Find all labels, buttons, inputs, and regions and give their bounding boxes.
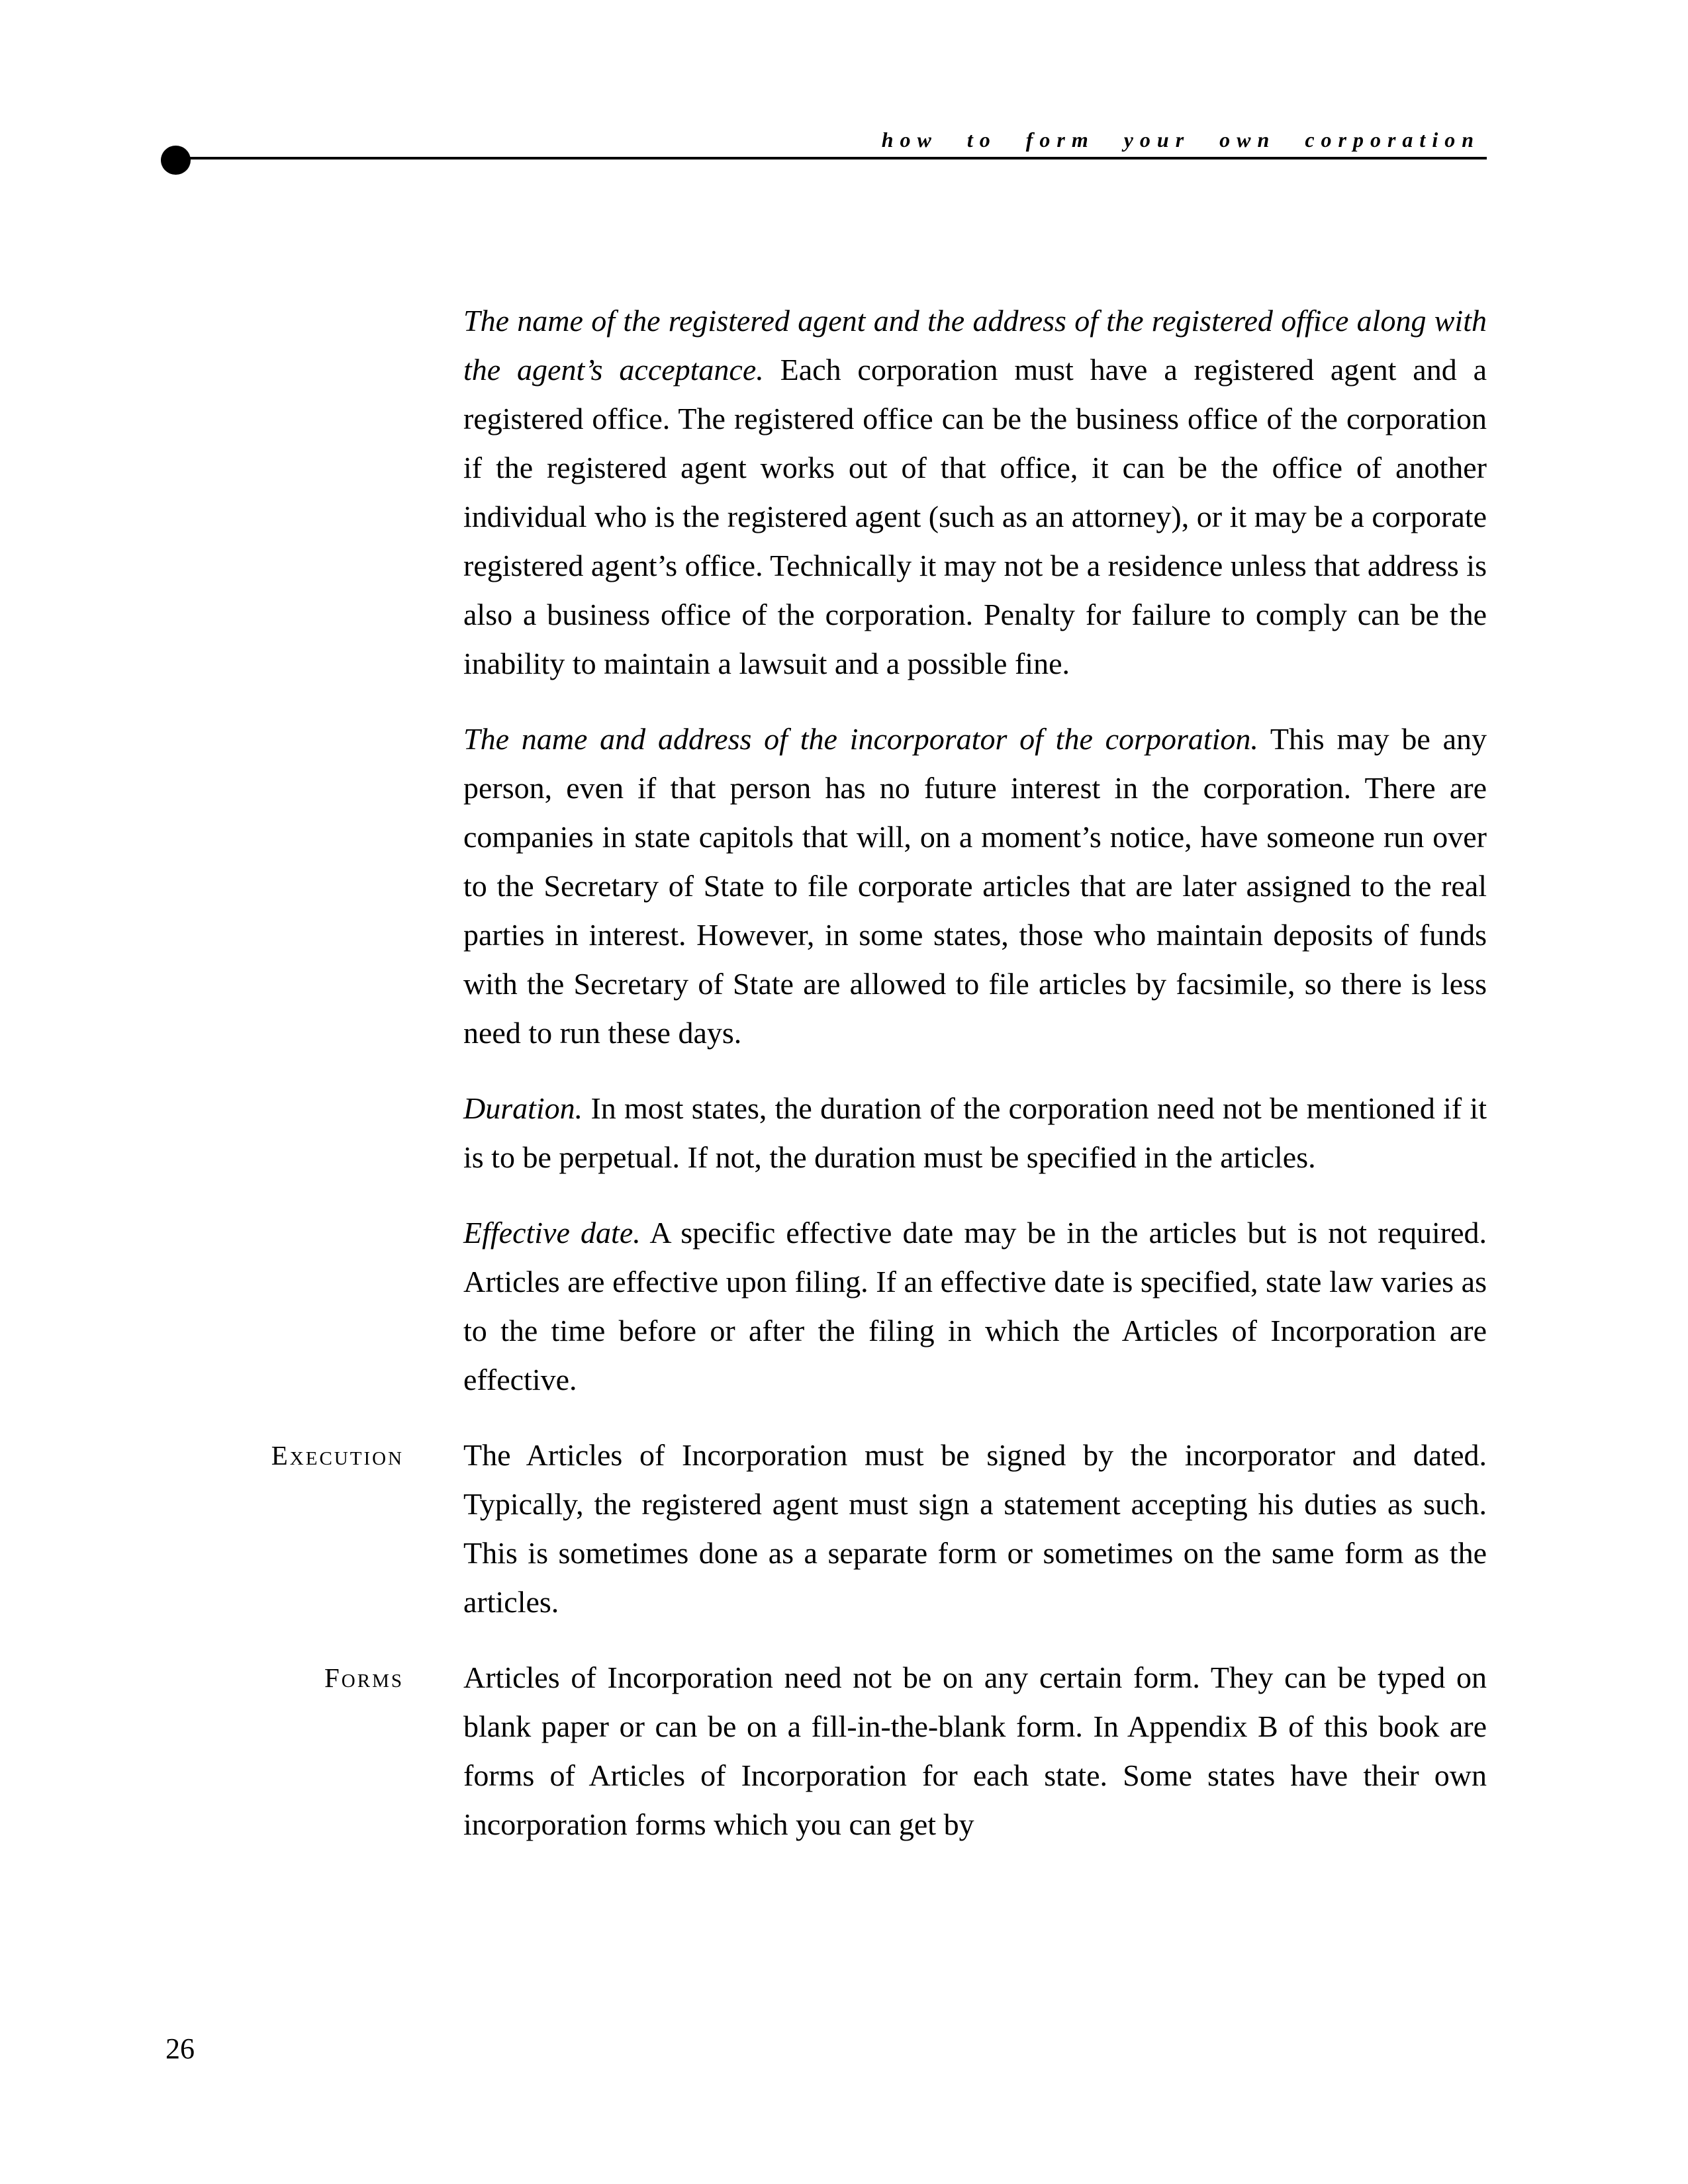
side-heading-forms: Forms	[324, 1662, 404, 1693]
paragraph-effective-date	[199, 1208, 1487, 1404]
paragraph-duration	[199, 1084, 1487, 1182]
paragraph-lead-italic: Effective date.	[463, 1216, 641, 1250]
paragraph-text	[463, 715, 1487, 1058]
paragraph-registered-agent	[199, 296, 1487, 688]
paragraph-lead-italic: The name and address of the incorporator of the corporation.	[463, 722, 1258, 756]
paragraph-body: In most states, the duration of the corporation need not be mentioned if it is to be perpetual. If not, the duration must be specified in the articles.	[463, 1091, 1487, 1174]
header-rule	[175, 157, 1487, 159]
paragraph-text	[463, 296, 1487, 688]
paragraph-lead-italic: Duration.	[463, 1091, 583, 1125]
paragraph-body: The Articles of Incorporation must be signed by the incorporator and dated. Typically, the registered agent must sign a statement accepting his duties as such. This is sometimes done as a separate form or sometimes on the same form as the articles.	[463, 1438, 1487, 1619]
paragraph-execution	[199, 1431, 1487, 1627]
page-content	[199, 296, 1487, 1876]
page-number: 26	[165, 2032, 195, 2065]
paragraph-text	[463, 1431, 1487, 1627]
paragraph-lead-italic: The name of the registered agent and the address of the registered office along with the agent’s acceptance.	[463, 304, 1487, 387]
side-heading-execution: Execution	[271, 1440, 404, 1471]
paragraph-text	[463, 1084, 1487, 1182]
header-bullet-icon	[161, 146, 191, 175]
paragraph-body: Each corporation must have a registered agent and a registered office. The registered office can be the business office of the corporation if the registered agent works out of that office, it can be the office of another individual who is the registered agent (such as an attorney), or it may be a corporate registered agent’s office. Technically it may not be a residence unless that address is also a business office of the corporation. Penalty for failure to comply can be the inability to maintain a lawsuit and a possible fine.	[463, 353, 1487, 680]
paragraph-incorporator	[199, 715, 1487, 1058]
paragraph-body: Articles of Incorporation need not be on any certain form. They can be typed on blank paper or can be on a fill-in-the-blank form. In Appendix B of this book are forms of Articles of Incorporation for each state. Some states have their own incorporation forms which you can get by	[463, 1661, 1487, 1841]
paragraph-text	[463, 1653, 1487, 1849]
paragraph-forms	[199, 1653, 1487, 1849]
paragraph-body: This may be any person, even if that person has no future interest in the corporation. There are companies in state capitols that will, on a moment’s notice, have someone run over to the Secretary of State to file corporate articles that are later assigned to the real parties in interest. However, in some states, those who maintain deposits of funds with the Secretary of State are allowed to file articles by facsimile, so there is less need to run these days.	[463, 722, 1487, 1050]
paragraph-text	[463, 1208, 1487, 1404]
running-head-title: how to form your own corporation	[881, 128, 1480, 152]
paragraph-body: A specific effective date may be in the articles but is not required. Articles are effective upon filing. If an effective date is specified, state law varies as to the time before or after the filing in which the Articles of Incorporation are effective.	[463, 1216, 1487, 1396]
